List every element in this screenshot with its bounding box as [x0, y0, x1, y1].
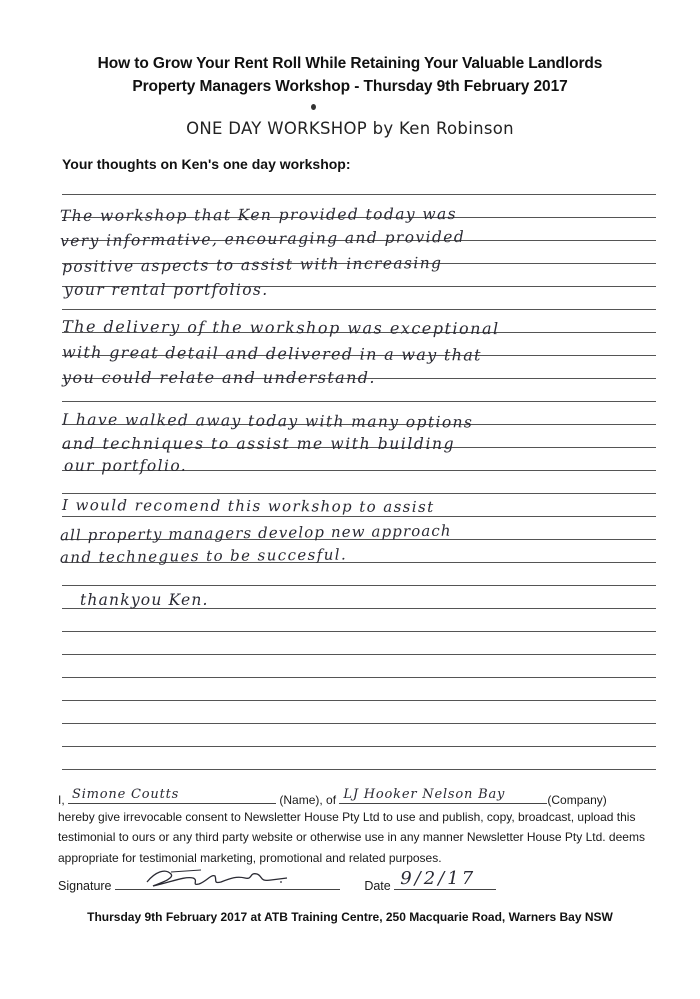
ruled-line	[62, 654, 656, 655]
ruled-line	[62, 631, 656, 632]
company-value: LJ Hooker Nelson Bay	[343, 787, 506, 802]
signature-field[interactable]	[115, 875, 340, 890]
form-title-line2: Property Managers Workshop - Thursday 9th February 2017	[132, 78, 568, 95]
form-title-line1: How to Grow Your Rent Roll While Retaining Your Valuable Landlords	[97, 55, 603, 72]
consent-line1	[58, 789, 607, 807]
ruled-line	[62, 700, 656, 701]
handwritten-line: thankyou Ken.	[80, 591, 209, 609]
handwritten-line: I would recomend this workshop to assist	[61, 496, 435, 516]
ruled-line	[62, 585, 656, 586]
consent-line2: hereby give irrevocable consent to Newsletter House Pty Ltd to use and publish, copy, broadcast, upload this	[58, 810, 636, 824]
ruled-line	[62, 493, 656, 494]
date-value: 9/2/17	[400, 868, 477, 889]
handwritten-line: I have walked away today with many options	[61, 410, 474, 432]
name-field[interactable]	[68, 789, 276, 804]
consent-prefix: I,	[58, 793, 65, 807]
handwritten-line: and technegues to be succesful.	[59, 545, 348, 567]
handwritten-line: your rental portfolios.	[64, 281, 269, 299]
consent-line3: testimonial to ours or any third party website or otherwise use in any manner Newsletter House Pty Ltd. deems	[58, 830, 645, 844]
name-value: Simone Coutts	[72, 787, 180, 802]
ruled-line	[62, 723, 656, 724]
handwritten-line: The delivery of the workshop was exceptional	[61, 316, 500, 339]
date-label: Date	[364, 879, 391, 893]
ruled-line	[62, 769, 656, 770]
feedback-prompt: Your thoughts on Ken's one day workshop:	[62, 156, 351, 172]
workshop-subtitle: ONE DAY WORKSHOP by Ken Robinson	[186, 119, 514, 138]
handwritten-line: very informative, encouraging and provided	[59, 227, 466, 251]
handwritten-line: positive aspects to assist with increasing	[61, 254, 443, 276]
ruled-line	[62, 194, 656, 195]
handwritten-line: with great detail and delivered in a way that	[61, 342, 482, 365]
handwritten-line: all property managers develop new approach	[59, 521, 452, 545]
ruled-line	[62, 516, 656, 517]
handwritten-line: our portfolio.	[64, 457, 188, 475]
ink-mark	[311, 104, 316, 110]
event-footer: Thursday 9th February 2017 at ATB Training Centre, 250 Macquarie Road, Warners Bay NSW	[87, 910, 613, 924]
company-field[interactable]	[339, 789, 547, 804]
ruled-line	[62, 309, 656, 310]
handwritten-line: and techniques to assist me with building	[62, 435, 456, 453]
signature-label: Signature	[58, 879, 112, 893]
signature-row	[58, 868, 496, 893]
consent-line4: appropriate for testimonial marketing, promotional and related purposes.	[58, 851, 442, 865]
ruled-line	[62, 677, 656, 678]
date-field[interactable]	[394, 868, 496, 890]
company-label: (Company)	[547, 793, 607, 807]
handwritten-line: you could relate and understand.	[62, 368, 376, 387]
name-label: (Name), of	[279, 793, 337, 807]
ruled-line	[62, 401, 656, 402]
signature-scribble	[141, 866, 291, 892]
ruled-line	[62, 746, 656, 747]
handwritten-line: The workshop that Ken provided today was	[59, 204, 458, 226]
